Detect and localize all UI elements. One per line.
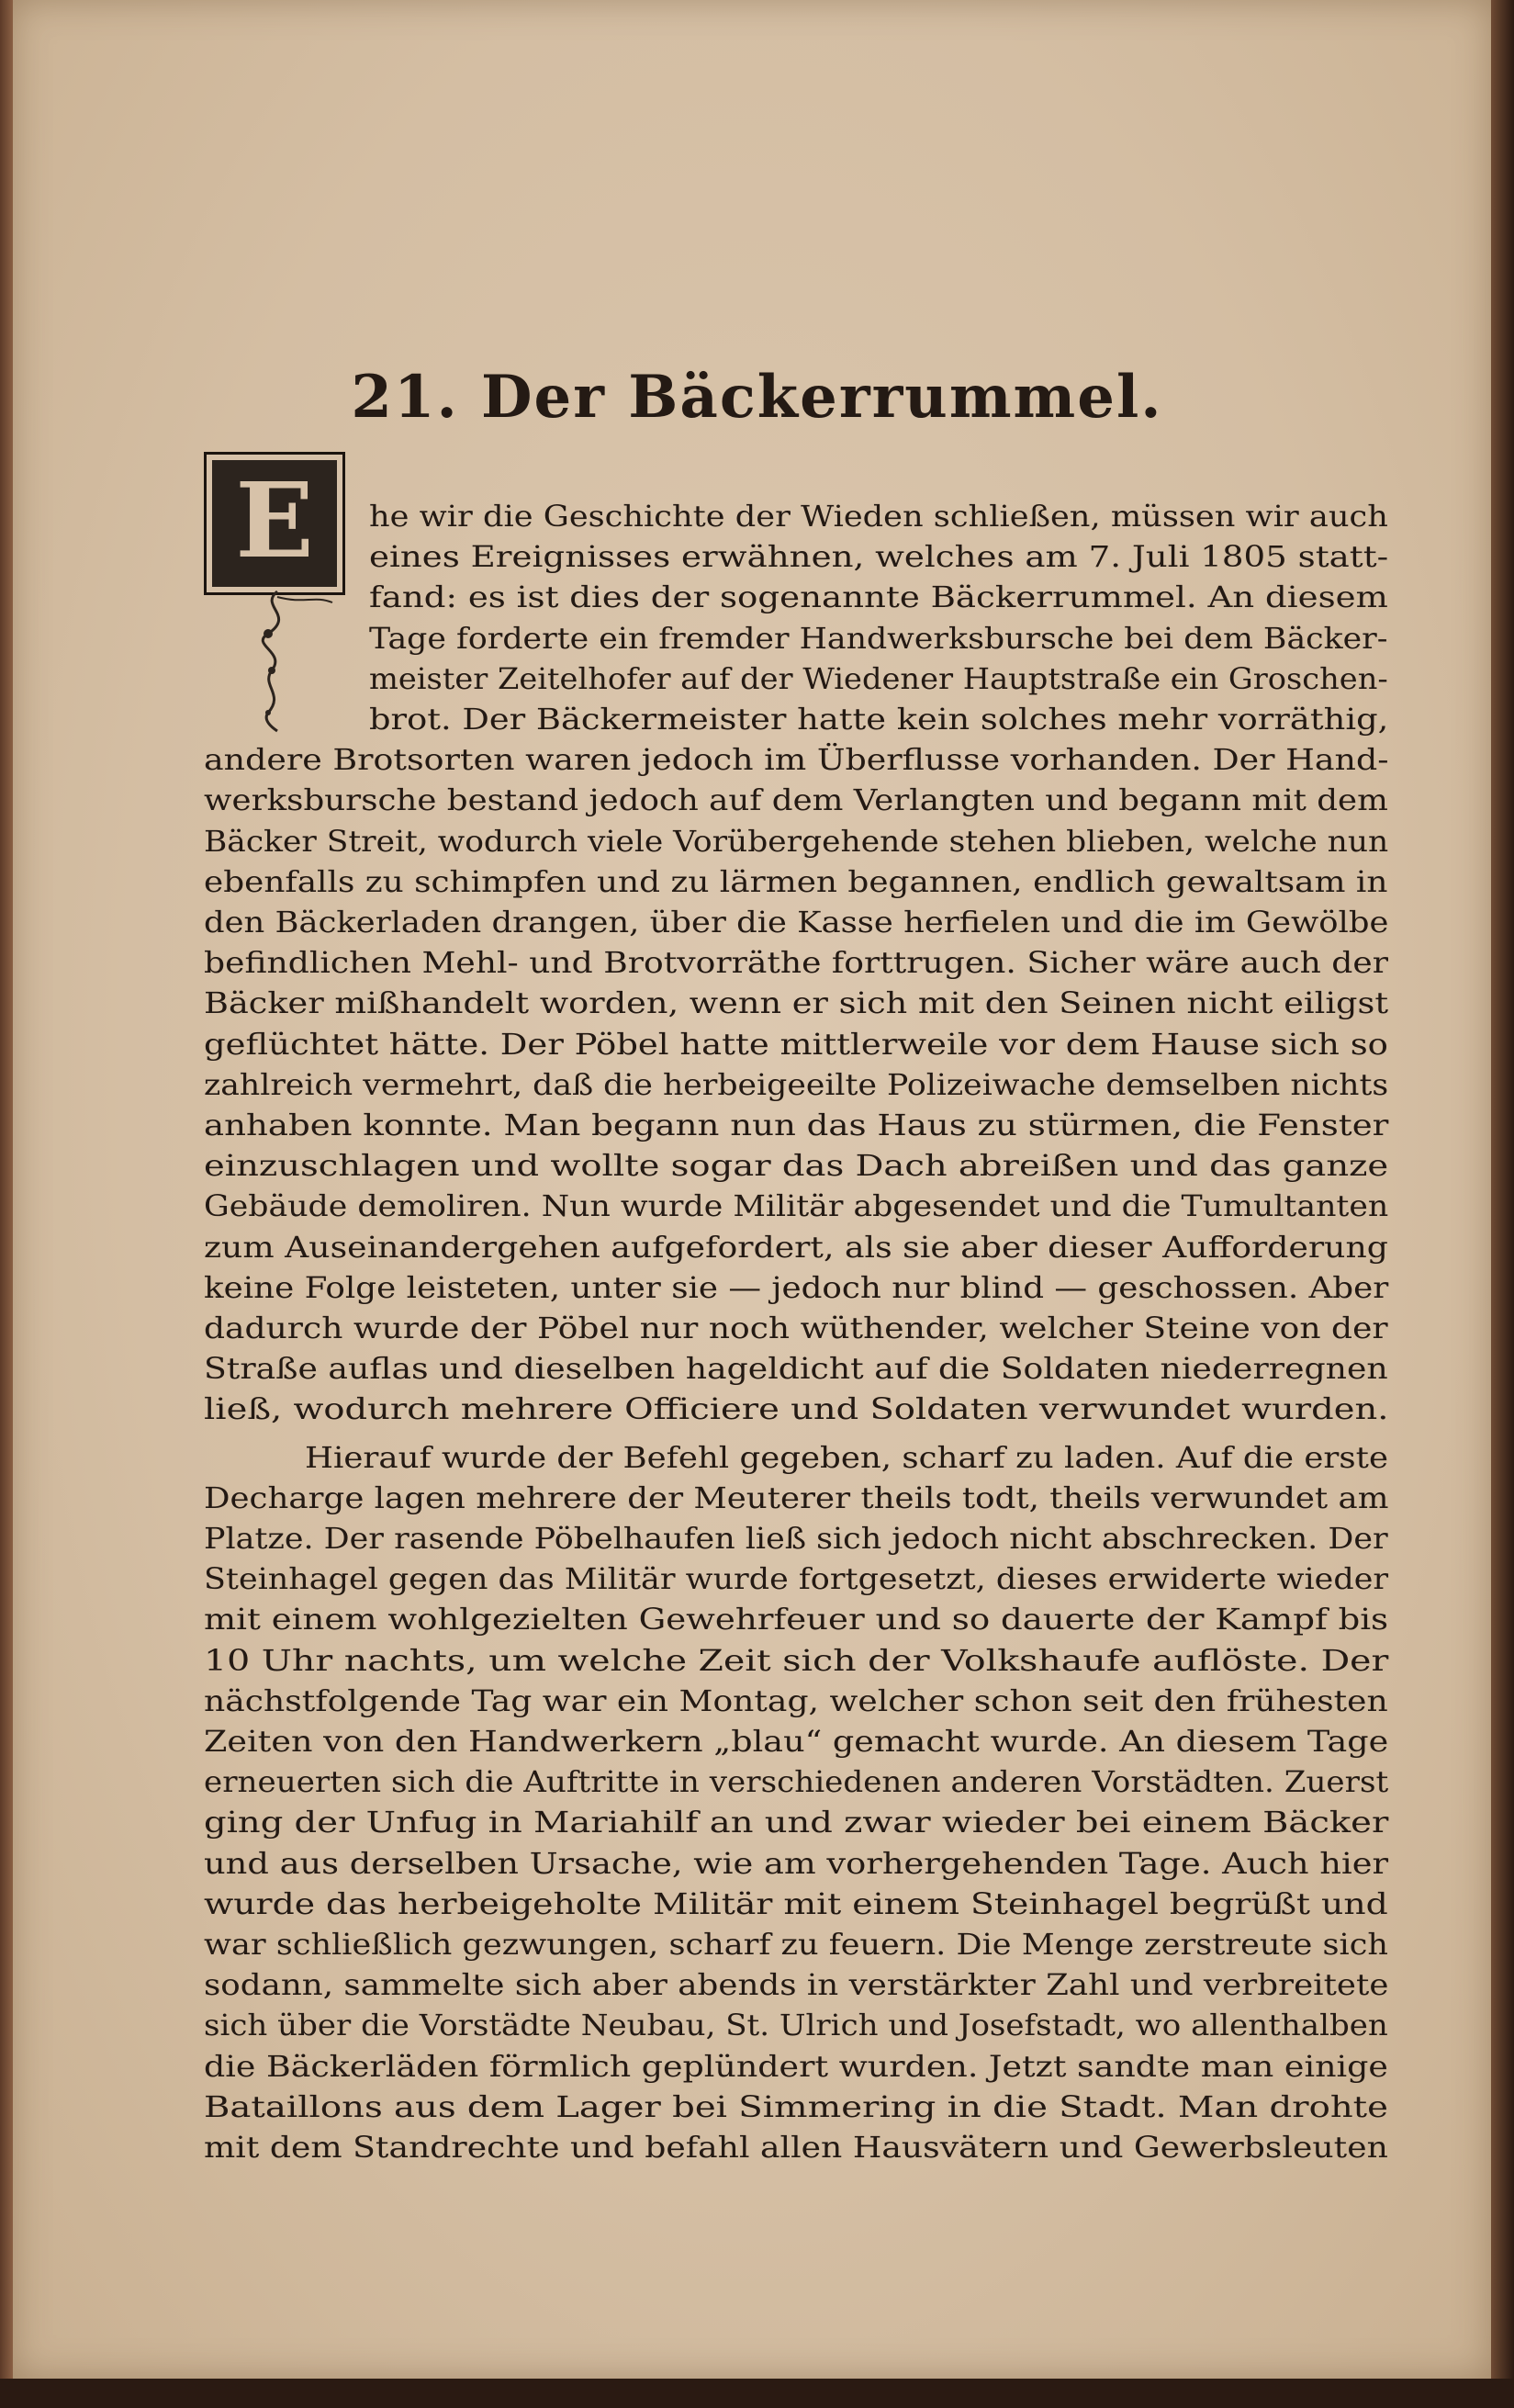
text-line: ebenfalls zu schimpfen und zu lärmen begannen, endlich gewaltsam in <box>204 863 1388 899</box>
text-line: zahlreich vermehrt, daß die herbeigeeilte Polizeiwache demselben nichts <box>204 1066 1389 1102</box>
text-line: Zeiten von den Handwerkern „blau“ gemacht wurde. An diesem Tage <box>204 1724 1389 1759</box>
text-line: Decharge lagen mehrere der Meuterer theils todt, theils verwundet am <box>204 1480 1389 1515</box>
text-line: sodann, sammelte sich aber abends in verstärkter Zahl und verbreitete <box>204 1967 1389 2003</box>
text-line: die Bäckerläden förmlich geplündert wurden. Jetzt sandte man einige <box>204 2048 1388 2084</box>
text-line: wurde das herbeigeholte Militär mit einem Steinhagel begrüßt und <box>204 1885 1388 1921</box>
text-line: Bataillons aus dem Lager bei Simmering in die Stadt. Man drohte <box>204 2088 1389 2124</box>
initial-letter: E <box>235 461 314 581</box>
text-line: he wir die Geschichte der Wieden schließen, müssen wir auch <box>369 499 1388 534</box>
text-line: anhaben konnte. Man begann nun das Haus zu stürmen, die Fenster <box>204 1108 1389 1142</box>
text-line: meister Zeitelhofer auf der Wiedener Hauptstraße ein Groschen- <box>369 660 1388 696</box>
text-line: befindlichen Mehl- und Brotvorräthe forttrugen. Sicher wäre auch der <box>204 945 1388 981</box>
text-line: Platze. Der rasende Pöbelhaufen ließ sich jedoch nicht abschrecken. Der <box>204 1521 1388 1556</box>
ornament-flourish-icon <box>241 588 351 735</box>
text-line: Straße auflas und dieselben hageldicht auf die Soldaten niederregnen <box>204 1351 1388 1387</box>
text-line: einzuschlagen und wollte sogar das Dach abreißen und das ganze <box>204 1148 1389 1184</box>
text-line: den Bäckerladen drangen, über die Kasse herfielen und die im Gewölbe <box>204 905 1389 940</box>
text-line: keine Folge leisteten, unter sie — jedoch nur blind — geschossen. Aber <box>204 1269 1389 1305</box>
text-line: ließ, wodurch mehrere Officiere und Soldaten verwundet wurden. <box>204 1391 1389 1427</box>
text-line: erneuerten sich die Auftritte in verschiedenen anderen Vorstädten. Zuerst <box>204 1764 1389 1800</box>
text-line: zum Auseinandergehen aufgefordert, als sie aber dieser Aufforderung <box>204 1229 1388 1265</box>
text-line: Bäcker Streit, wodurch viele Vorübergehende stehen blieben, welche nun <box>204 823 1389 859</box>
chapter-title: 21. Der Bäckerrummel. <box>351 363 1163 432</box>
decorated-initial <box>204 452 345 595</box>
bottom-page-edge <box>0 2379 1514 2408</box>
text-line: mit einem wohlgezielten Gewehrfeuer und so dauerte der Kampf bis <box>204 1602 1389 1637</box>
text-line: Hierauf wurde der Befehl gegeben, scharf zu laden. Auf die erste <box>305 1439 1389 1475</box>
text-line: und aus derselben Ursache, wie am vorhergehenden Tage. Auch hier <box>204 1845 1389 1881</box>
text-line: Bäcker mißhandelt worden, wenn er sich mit den Seinen nicht eiligst <box>204 985 1389 1021</box>
left-binding-edge <box>0 0 13 2408</box>
text-line: brot. Der Bäckermeister hatte kein solches mehr vorräthig, <box>369 702 1389 737</box>
text-line: andere Brotsorten waren jedoch im Überflusse vorhanden. Der Hand- <box>204 742 1389 778</box>
text-line: werksbursche bestand jedoch auf dem Verlangten und begann mit dem <box>204 782 1388 818</box>
text-line: eines Ereignisses erwähnen, welches am 7. Juli 1805 statt- <box>369 539 1389 575</box>
text-line: fand: es ist dies der sogenannte Bäckerrummel. An diesem <box>369 579 1388 615</box>
text-line: mit dem Standrechte und befahl allen Hausvätern und Gewerbsleuten <box>204 2130 1388 2165</box>
text-line: nächstfolgende Tag war ein Montag, welcher schon seit den frühesten <box>204 1682 1388 1718</box>
text-line: Gebäude demoliren. Nun wurde Militär abgesendet und die Tumultanten <box>204 1188 1389 1224</box>
text-line: Steinhagel gegen das Militär wurde fortgesetzt, dieses erwiderte wieder <box>204 1561 1389 1597</box>
text-line: Tage forderte ein fremder Handwerksbursche bei dem Bäcker- <box>369 620 1388 656</box>
text-line: 10 Uhr nachts, um welche Zeit sich der Volkshaufe auflöste. Der <box>204 1642 1389 1678</box>
text-line: sich über die Vorstädte Neubau, St. Ulrich und Josefstadt, wo allenthalben <box>204 2008 1388 2043</box>
right-binding-edge <box>1491 0 1514 2408</box>
text-line: geflüchtet hätte. Der Pöbel hatte mittlerweile vor dem Hause sich so <box>204 1026 1388 1062</box>
text-line: ging der Unfug in Mariahilf an und zwar wieder bei einem Bäcker <box>204 1805 1389 1840</box>
text-line: dadurch wurde der Pöbel nur noch wüthender, welcher Steine von der <box>204 1311 1388 1345</box>
text-line: war schließlich gezwungen, scharf zu feuern. Die Menge zerstreute sich <box>204 1927 1388 1962</box>
